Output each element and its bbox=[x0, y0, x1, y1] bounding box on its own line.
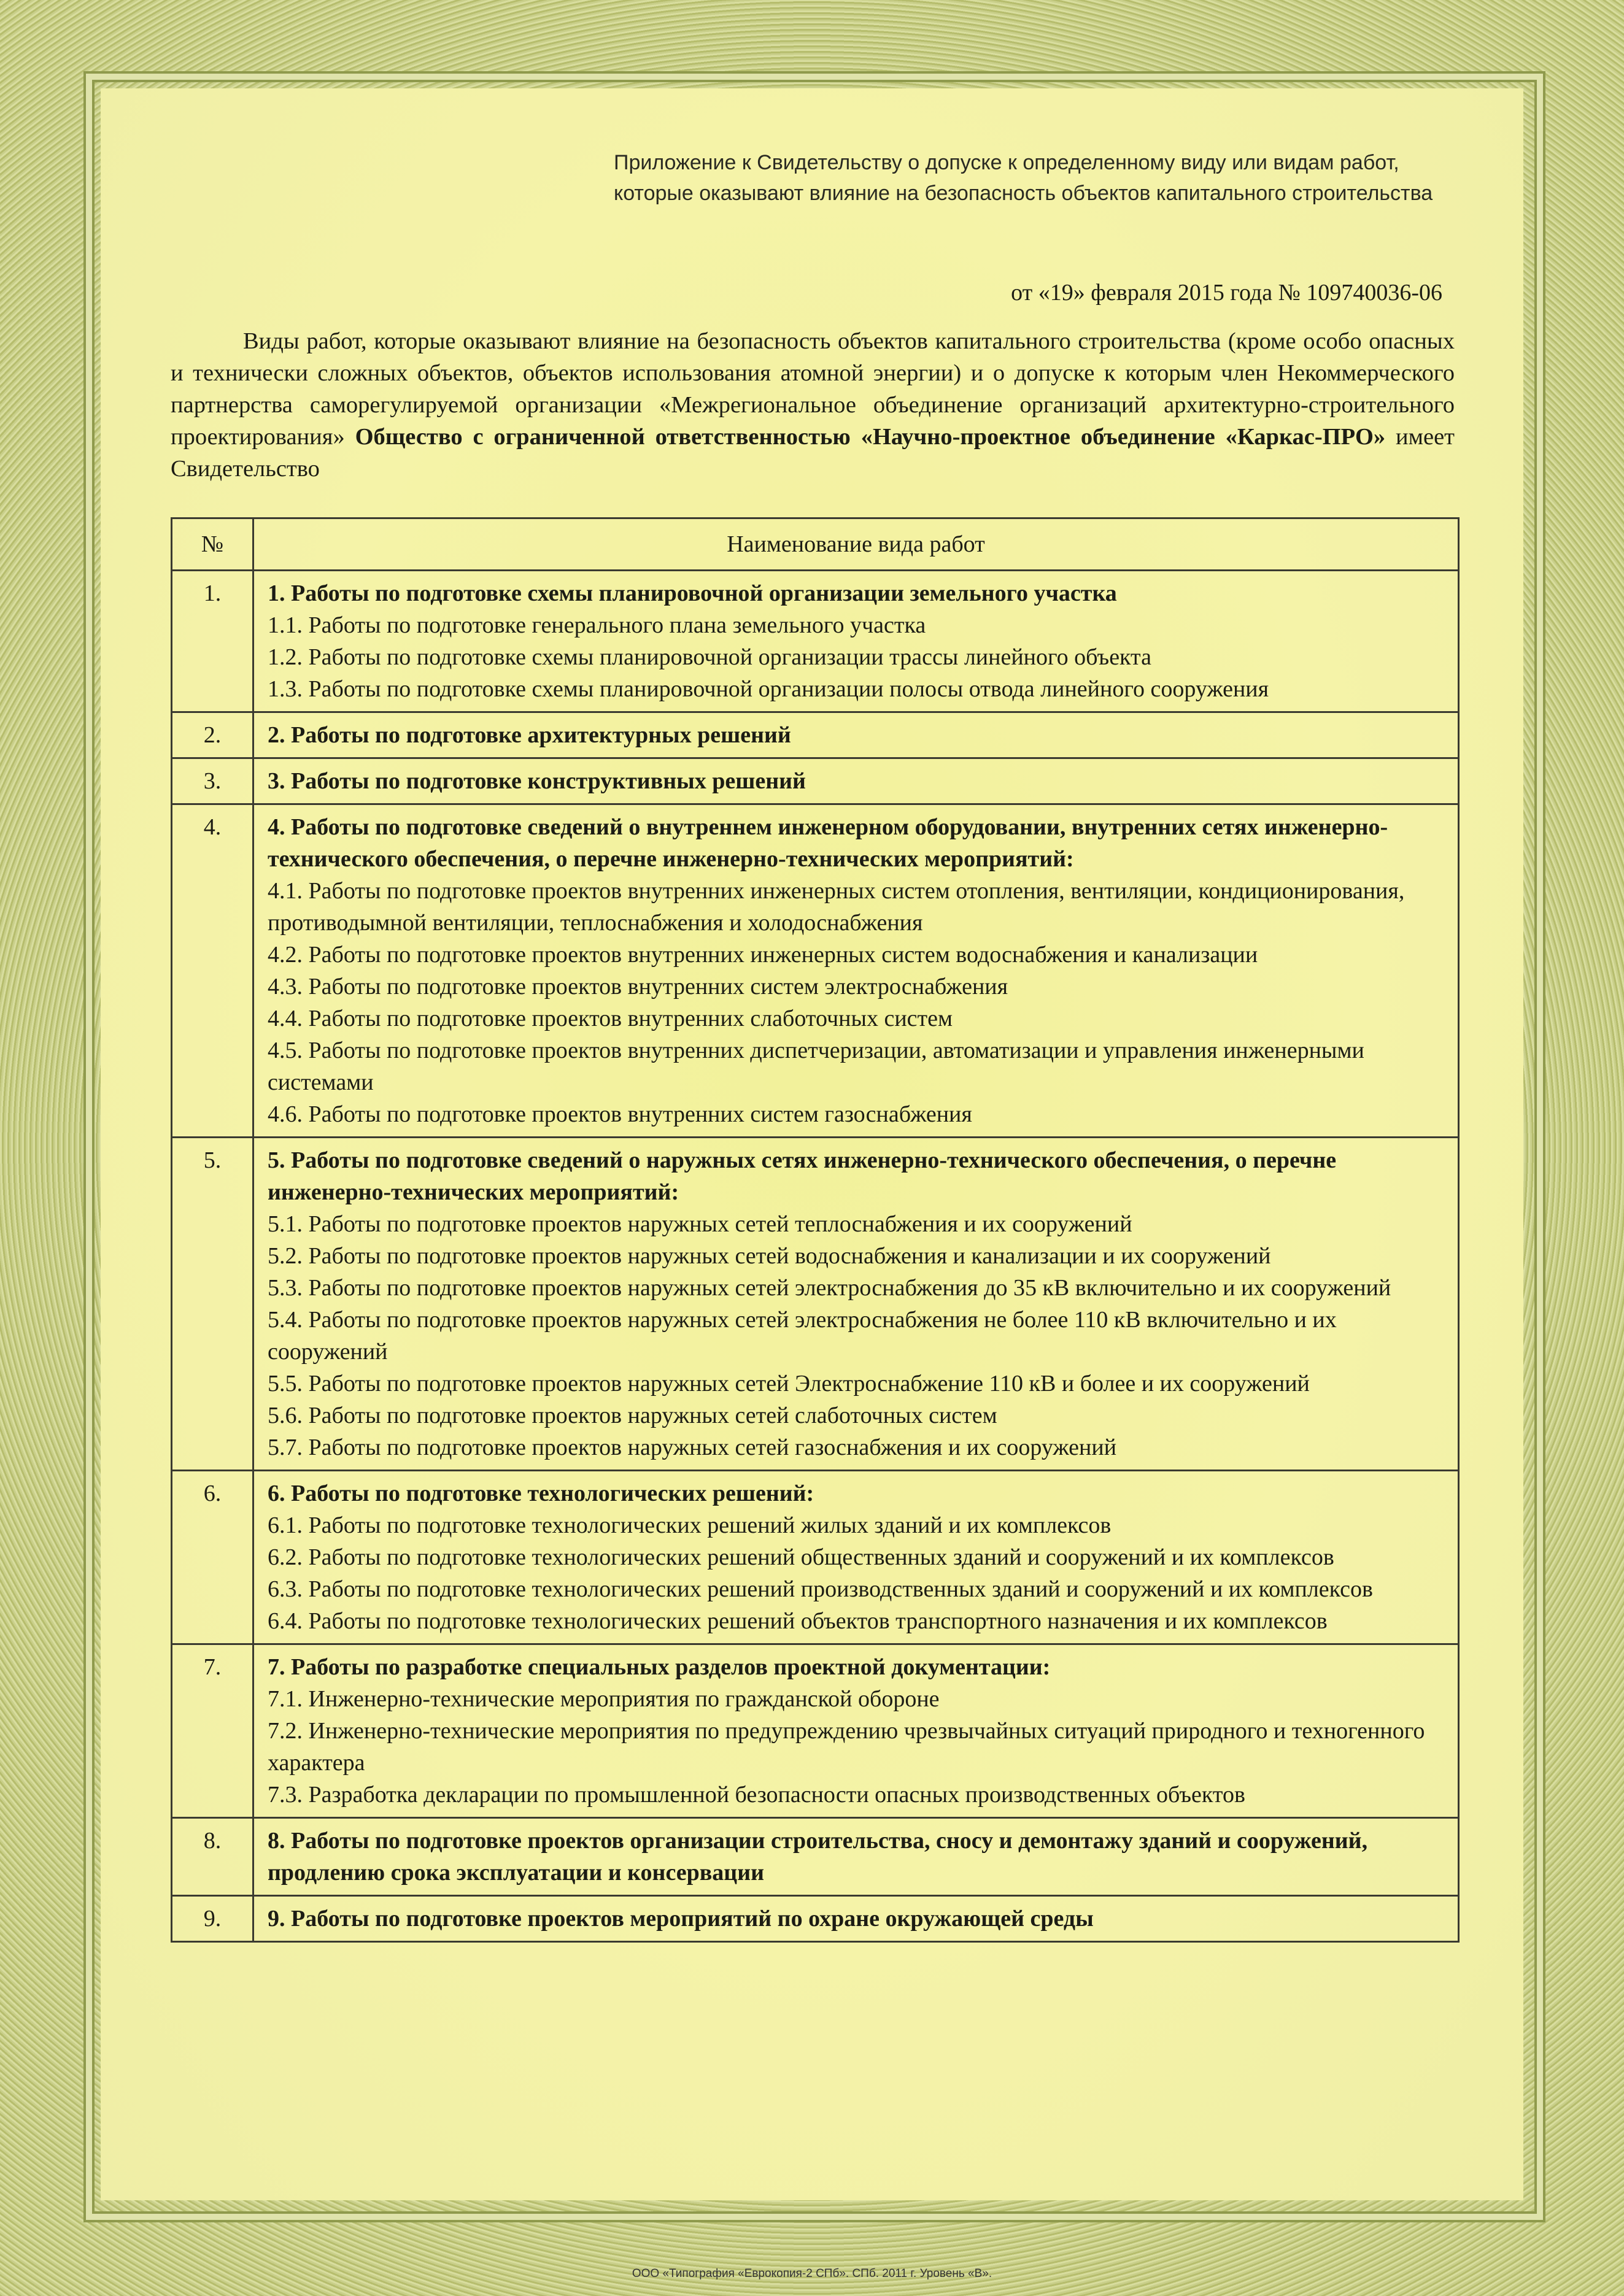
table-row bbox=[172, 1644, 1459, 1818]
work-subitem: 5.7. Работы по подготовке проектов наружных сетей газоснабжения и их сооружений bbox=[268, 1435, 1117, 1460]
intro-text-1: Виды работ, которые оказывают влияние на безопасность объектов капитального строительства (кроме особо опасных и технически сложных объектов, объектов использования атомной энергии) и о допуске к которым член Некоммерческого партнерства саморегулируемой организации «Межрегиональное объединение организаций архитектурно-строительного проектирования» bbox=[171, 328, 1455, 450]
row-number: 5. bbox=[172, 1138, 253, 1471]
work-subitem: 1.1. Работы по подготовке генерального плана земельного участка bbox=[268, 612, 926, 638]
date-line: от «19» февраля 2015 года № 109740036-06 bbox=[1011, 280, 1442, 306]
header-note bbox=[614, 147, 1485, 209]
row-body bbox=[253, 1644, 1459, 1818]
table-row bbox=[172, 804, 1459, 1138]
row-body bbox=[253, 1896, 1459, 1942]
company-name: Общество с ограниченной ответственностью «Научно-проектное объединение «Каркас-ПРО» bbox=[355, 424, 1386, 450]
work-title: 6. Работы по подготовке технологических решений: bbox=[268, 1481, 814, 1506]
row-number: 2. bbox=[172, 712, 253, 758]
work-subitem: 1.3. Работы по подготовке схемы планировочной организации полосы отвода линейного сооружения bbox=[268, 676, 1269, 702]
works-table bbox=[171, 517, 1460, 1943]
work-subitem: 6.3. Работы по подготовке технологических решений производственных зданий и сооружений и их комплексов bbox=[268, 1576, 1373, 1602]
work-subitem: 5.2. Работы по подготовке проектов наружных сетей водоснабжения и канализации и их сооружений bbox=[268, 1243, 1271, 1269]
table-row bbox=[172, 758, 1459, 804]
row-number: 9. bbox=[172, 1896, 253, 1942]
work-subitem: 4.2. Работы по подготовке проектов внутренних инженерных систем водоснабжения и канализации bbox=[268, 942, 1258, 968]
work-subitem: 5.1. Работы по подготовке проектов наружных сетей теплоснабжения и их сооружений bbox=[268, 1211, 1132, 1237]
work-subitem: 7.3. Разработка декларации по промышленной безопасности опасных производственных объектов bbox=[268, 1782, 1245, 1808]
work-subitem: 4.3. Работы по подготовке проектов внутренних систем электроснабжения bbox=[268, 974, 1008, 1000]
header-num: № bbox=[172, 518, 253, 571]
header-note-line-1: Приложение к Свидетельству о допуске к определенному виду или видам работ, bbox=[614, 151, 1399, 174]
work-subitem: 4.1. Работы по подготовке проектов внутренних инженерных систем отопления, вентиляции, кондиционирования, противодымной вентиляции, теплоснабжения и холодоснабжения bbox=[268, 878, 1405, 936]
row-number: 6. bbox=[172, 1471, 253, 1644]
work-subitem: 6.4. Работы по подготовке технологических решений объектов транспортного назначения и их комплексов bbox=[268, 1608, 1328, 1634]
work-title: 4. Работы по подготовке сведений о внутреннем инженерном оборудовании, внутренних сетях инженерно-технического обеспечения, о перечне инженерно-технических мероприятий: bbox=[268, 814, 1388, 872]
row-number: 4. bbox=[172, 804, 253, 1138]
intro-text-2: имеет Свидетельство bbox=[171, 424, 1455, 482]
work-title: 1. Работы по подготовке схемы планировочной организации земельного участка bbox=[268, 580, 1117, 606]
table-row bbox=[172, 712, 1459, 758]
row-body bbox=[253, 1818, 1459, 1896]
work-subitem: 7.1. Инженерно-технические мероприятия по гражданской обороне bbox=[268, 1686, 940, 1712]
watermark bbox=[184, 1963, 1442, 2135]
table-row bbox=[172, 571, 1459, 712]
row-body bbox=[253, 1138, 1459, 1471]
row-number: 8. bbox=[172, 1818, 253, 1896]
work-title: 7. Работы по разработке специальных разделов проектной документации: bbox=[268, 1654, 1051, 1680]
work-title: 8. Работы по подготовке проектов организации строительства, сносу и демонтажу зданий и сооружений, продлению срока эксплуатации и консервации bbox=[268, 1828, 1368, 1886]
header-name: Наименование вида работ bbox=[253, 518, 1459, 571]
work-title: 9. Работы по подготовке проектов мероприятий по охране окружающей среды bbox=[268, 1906, 1094, 1932]
work-subitem: 5.5. Работы по подготовке проектов наружных сетей Электроснабжение 110 кВ и более и их сооружений bbox=[268, 1371, 1310, 1396]
row-body bbox=[253, 1471, 1459, 1644]
work-subitem: 4.4. Работы по подготовке проектов внутренних слаботочных систем bbox=[268, 1006, 953, 1031]
table-row bbox=[172, 1471, 1459, 1644]
intro-paragraph bbox=[171, 325, 1455, 485]
printer-footer: ООО «Типография «Еврокопия-2 СПб». СПб. 2011 г. Уровень «В». bbox=[632, 2267, 992, 2280]
work-title: 2. Работы по подготовке архитектурных решений bbox=[268, 722, 791, 748]
row-body bbox=[253, 712, 1459, 758]
work-subitem: 7.2. Инженерно-технические мероприятия по предупреждению чрезвычайных ситуаций природного и техногенного характера bbox=[268, 1718, 1425, 1776]
row-body bbox=[253, 758, 1459, 804]
row-number: 7. bbox=[172, 1644, 253, 1818]
header-note-line-2: которые оказывают влияние на безопасность объектов капитального строительства bbox=[614, 182, 1433, 205]
table-row bbox=[172, 1138, 1459, 1471]
work-title: 3. Работы по подготовке конструктивных решений bbox=[268, 768, 806, 794]
work-subitem: 5.6. Работы по подготовке проектов наружных сетей слаботочных систем bbox=[268, 1403, 997, 1428]
row-body bbox=[253, 571, 1459, 712]
work-subitem: 1.2. Работы по подготовке схемы планировочной организации трассы линейного объекта bbox=[268, 644, 1151, 670]
table-row bbox=[172, 1818, 1459, 1896]
work-subitem: 4.5. Работы по подготовке проектов внутренних диспетчеризации, автоматизации и управления инженерными системами bbox=[268, 1038, 1364, 1095]
table-header-row bbox=[172, 518, 1459, 571]
row-number: 1. bbox=[172, 571, 253, 712]
row-body bbox=[253, 804, 1459, 1138]
work-subitem: 6.2. Работы по подготовке технологических решений общественных зданий и сооружений и их комплексов bbox=[268, 1544, 1334, 1570]
work-subitem: 6.1. Работы по подготовке технологических решений жилых зданий и их комплексов bbox=[268, 1512, 1112, 1538]
work-subitem: 4.6. Работы по подготовке проектов внутренних систем газоснабжения bbox=[268, 1101, 972, 1127]
work-title: 5. Работы по подготовке сведений о наружных сетях инженерно-технического обеспечения, о перечне инженерно-технических мероприятий: bbox=[268, 1147, 1337, 1205]
work-subitem: 5.3. Работы по подготовке проектов наружных сетей электроснабжения до 35 кВ включительно и их сооружений bbox=[268, 1275, 1391, 1301]
work-subitem: 5.4. Работы по подготовке проектов наружных сетей электроснабжения не более 110 кВ включительно и их сооружений bbox=[268, 1307, 1337, 1365]
table-row bbox=[172, 1896, 1459, 1942]
works-table-body bbox=[172, 571, 1459, 1942]
row-number: 3. bbox=[172, 758, 253, 804]
